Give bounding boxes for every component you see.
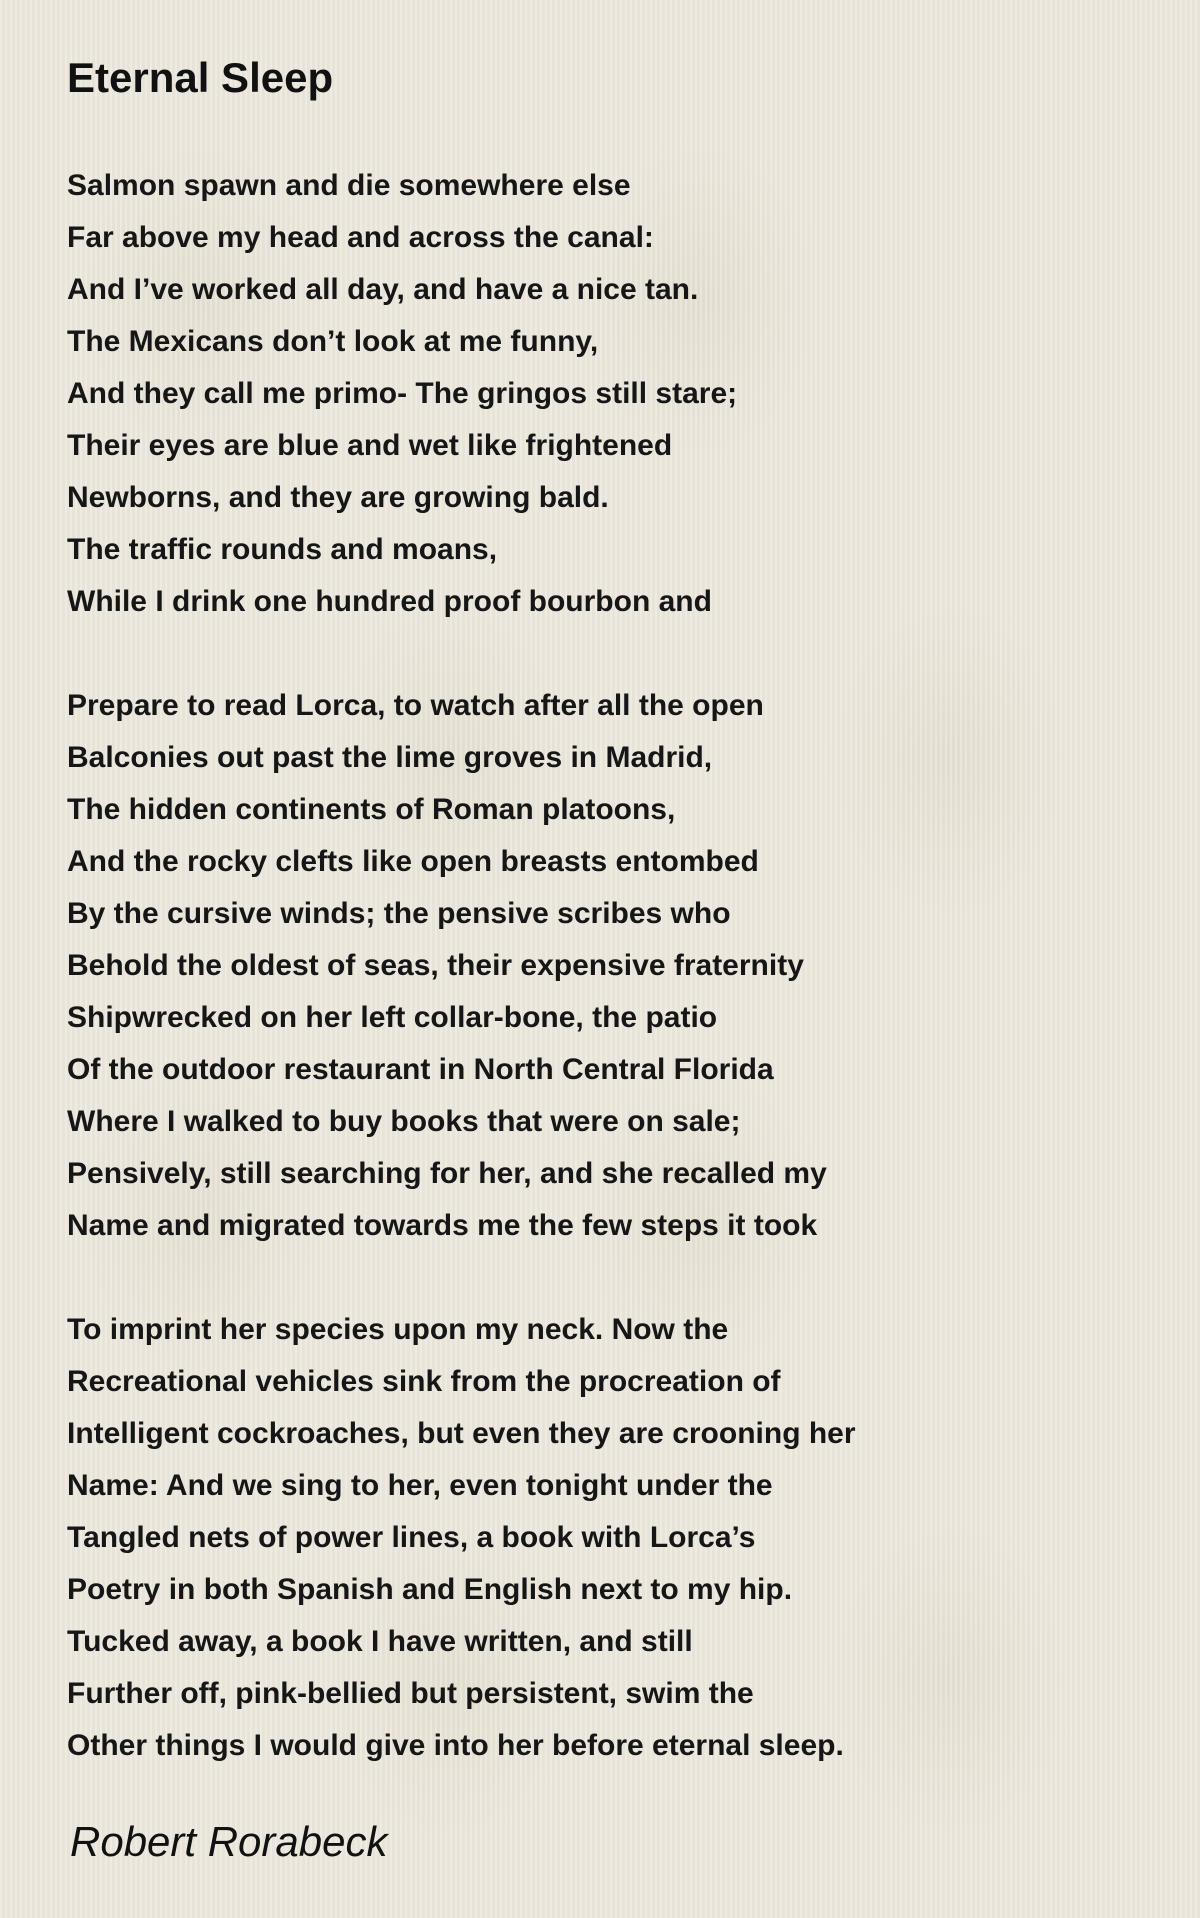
poem-stanza: [67, 680, 1147, 1252]
poem-line: Tangled nets of power lines, a book with Lorca’s: [67, 1521, 756, 1554]
poem-line: Name: And we sing to her, even tonight under the: [67, 1469, 773, 1502]
poem-line: Shipwrecked on her left collar-bone, the patio: [67, 1001, 718, 1034]
poem-line: While I drink one hundred proof bourbon and: [67, 585, 712, 618]
poem-line: Further off, pink-bellied but persistent, swim the: [67, 1677, 754, 1710]
poem-line: Behold the oldest of seas, their expensive fraternity: [67, 949, 804, 982]
poem-line: Their eyes are blue and wet like frightened: [67, 429, 673, 462]
poem-line: Far above my head and across the canal:: [67, 221, 654, 254]
poem-line: Balconies out past the lime groves in Madrid,: [67, 741, 713, 774]
poem-line: Newborns, and they are growing bald.: [67, 481, 609, 514]
poem-stanza: [67, 1304, 1147, 1772]
poem-line: Salmon spawn and die somewhere else: [67, 169, 631, 202]
poem-stanza: [67, 160, 1147, 628]
poem-line: The Mexicans don’t look at me funny,: [67, 325, 599, 358]
poem-line: And I’ve worked all day, and have a nice tan.: [67, 273, 699, 306]
poem-line: And they call me primo- The gringos still stare;: [67, 377, 738, 410]
poem-line: By the cursive winds; the pensive scribes who: [67, 897, 731, 930]
poem-line: Prepare to read Lorca, to watch after all the open: [67, 689, 764, 722]
poem-line: Of the outdoor restaurant in North Central Florida: [67, 1053, 774, 1086]
poem-line: Pensively, still searching for her, and she recalled my: [67, 1157, 827, 1190]
poem-line: Poetry in both Spanish and English next to my hip.: [67, 1573, 793, 1606]
poem-line: To imprint her species upon my neck. Now the: [67, 1313, 729, 1346]
poem-title: Eternal Sleep: [67, 54, 334, 101]
poem-line: Intelligent cockroaches, but even they are crooning her: [67, 1417, 856, 1450]
poem-line: The hidden continents of Roman platoons,: [67, 793, 676, 826]
poem-line: And the rocky clefts like open breasts entombed: [67, 845, 759, 878]
poem-line: Recreational vehicles sink from the procreation of: [67, 1365, 781, 1398]
poem-container: [67, 48, 1147, 1772]
poem-line: The traffic rounds and moans,: [67, 533, 498, 566]
poem-line: Where I walked to buy books that were on sale;: [67, 1105, 741, 1138]
poem-line: Tucked away, a book I have written, and still: [67, 1625, 693, 1658]
poem-line: Name and migrated towards me the few steps it took: [67, 1209, 818, 1242]
poem-author: Robert Rorabeck: [70, 1818, 388, 1865]
poem-body: [67, 160, 1147, 1772]
poem-line: Other things I would give into her before eternal sleep.: [67, 1729, 844, 1762]
